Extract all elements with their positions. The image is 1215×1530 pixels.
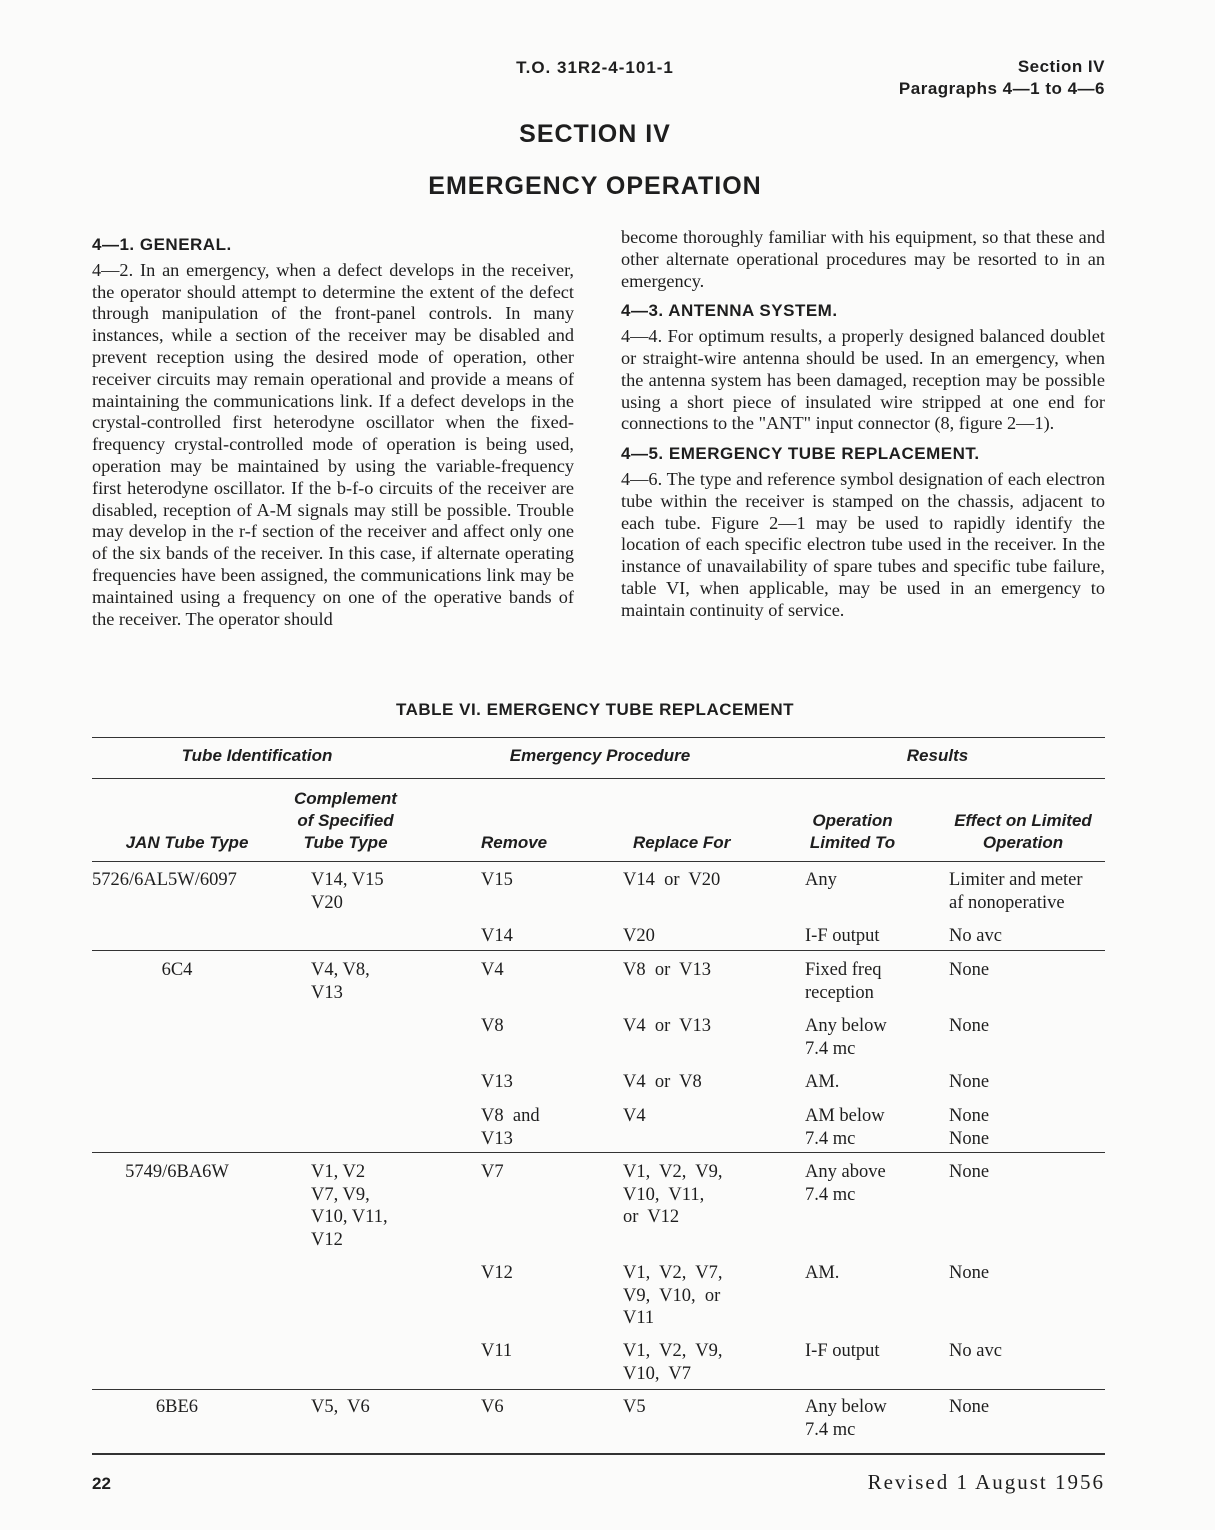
paragraph-4-6: 4—6. The type and reference symbol designation of each electron tube within the receiver is stamped on the chassis, adjacent to each tube. Figure 2—1 may be used to rapidly identify the location of each specific electron tube used in the receiver. In the instance of unavailability of spare tubes and specific tube failure, table VI, when applicable, may be used in an emergency to maintain continuity of service. [621, 468, 1105, 620]
header-emergency-procedure: Emergency Procedure [509, 746, 691, 765]
cell-complement: V1, V2 V7, V9, V10, V11, V12 [311, 1162, 388, 1250]
cell-replace-for: V4 or V13 [623, 1016, 712, 1036]
header-tube-identification: Tube Identification [181, 746, 333, 765]
paragraph-4-4: 4—4. For optimum results, a properly designed balanced doublet or straight-wire antenna should be used. In an emergency, when the antenna system has been damaged, reception may be possible using a short piece of insulated wire stripped at one end for connections to the "ANT" input connector (8, figure 2—1). [621, 326, 1105, 434]
section-subtitle: EMERGENCY OPERATION [428, 172, 762, 200]
col-jan-tube-type: JAN Tube Type [125, 833, 249, 852]
right-column [621, 227, 1105, 630]
cell-replace-for: V4 [623, 1106, 646, 1126]
cell-operation-limited-to: I-F output [805, 1341, 880, 1361]
cell-remove: V7 [481, 1162, 504, 1182]
cell-operation-limited-to: Any above 7.4 mc [805, 1162, 886, 1205]
cell-operation-limited-to: I-F output [805, 926, 880, 946]
cell-remove: V6 [481, 1397, 504, 1417]
table-rule [92, 737, 1105, 738]
cell-remove: V4 [481, 960, 504, 980]
cell-remove: V14 [481, 926, 513, 946]
cell-remove: V15 [481, 870, 513, 890]
cell-remove: V8 [481, 1016, 504, 1036]
cell-replace-for: V1, V2, V7, V9, V10, or V11 [623, 1263, 723, 1328]
cell-remove: V8 and V13 [481, 1106, 540, 1149]
cell-jan-tube-type: 6BE6 [155, 1397, 199, 1417]
cell-operation-limited-to: Fixed freq reception [805, 960, 882, 1003]
cell-operation-limited-to: AM below 7.4 mc [805, 1106, 885, 1149]
table-rule [92, 1453, 1105, 1455]
col-replace-for: Replace For [633, 833, 731, 852]
cell-complement: V5, V6 [311, 1397, 370, 1417]
table-rule [92, 1152, 1105, 1153]
cell-complement: V4, V8, V13 [311, 960, 370, 1003]
col-effect-on-limited-operation: Effect on Limited Operation [954, 811, 1092, 852]
cell-replace-for: V8 or V13 [623, 960, 712, 980]
cell-jan-tube-type: 6C4 [161, 960, 193, 980]
cell-operation-limited-to: Any below 7.4 mc [805, 1016, 887, 1059]
cell-effect: None [949, 1162, 990, 1182]
table-rule [92, 861, 1105, 862]
heading-antenna-system: 4—3. ANTENNA SYSTEM. [621, 301, 838, 321]
cell-replace-for: V14 or V20 [623, 870, 721, 890]
cell-operation-limited-to: AM. [805, 1263, 840, 1283]
header-results: Results [906, 746, 969, 765]
paragraph-4-2: 4—2. In an emergency, when a defect develops in the receiver, the operator should attempt to determine the extent of the defect through manipulation of the front-panel controls. In many instances, while a section of the receiver may be disabled and prevent reception using the desired mode of operation, other receiver circuits may remain operational and provide a means of maintaining the communications link. If a defect develops in the crystal-controlled first heterodyne oscillator when the fixed-frequency crystal-controlled mode of operation is being used, operation may be maintained by using the variable-frequency first heterodyne oscillator. If the b-f-o circuits of the receiver are disabled, reception of A-M signals may still be possible. Trouble may develop in the r-f section of the receiver and affect only one of the six bands of the receiver. In this case, if alternate operating frequencies have been assigned, the communications link may be maintained using a frequency on one of the operative bands of the receiver. The operator should [92, 259, 574, 629]
paragraphs-label: Paragraphs 4—1 to 4—6 [898, 79, 1105, 98]
section-label: Section IV [1017, 57, 1105, 76]
cell-operation-limited-to: Any [805, 870, 837, 890]
cell-effect: None [949, 960, 990, 980]
cell-replace-for: V5 [623, 1397, 646, 1417]
paragraph-continuation: become thoroughly familiar with his equipment, so that these and other alternate operational procedures may be resorted to in an emergency. [621, 227, 1105, 291]
table-rule [92, 950, 1105, 951]
cell-effect: None [949, 1016, 990, 1036]
cell-effect: None None [949, 1106, 990, 1149]
cell-effect: Limiter and meter af nonoperative [949, 870, 1083, 913]
cell-effect: No avc [949, 1341, 1002, 1361]
revision-date: Revised 1 August 1956 [867, 1470, 1105, 1494]
cell-jan-tube-type: 5726/6AL5W/6097 [92, 870, 237, 890]
table-rule [92, 778, 1105, 779]
cell-replace-for: V1, V2, V9, V10, V7 [623, 1341, 723, 1384]
cell-complement: V14, V15 V20 [311, 870, 384, 913]
table-title: TABLE VI. EMERGENCY TUBE REPLACEMENT [395, 700, 794, 719]
cell-effect: None [949, 1263, 990, 1283]
cell-remove: V13 [481, 1072, 513, 1092]
cell-effect: None [949, 1397, 990, 1417]
section-title: SECTION IV [519, 120, 671, 148]
heading-general: 4—1. GENERAL. [92, 235, 232, 254]
page-number: 22 [92, 1474, 111, 1493]
cell-replace-for: V20 [623, 926, 655, 946]
cell-effect: No avc [949, 926, 1002, 946]
col-operation-limited-to: Operation Limited To [809, 811, 896, 852]
cell-effect: None [949, 1072, 990, 1092]
cell-replace-for: V4 or V8 [623, 1072, 702, 1092]
cell-operation-limited-to: AM. [805, 1072, 840, 1092]
to-number: T.O. 31R2-4-101-1 [516, 58, 674, 77]
cell-jan-tube-type: 5749/6BA6W [125, 1162, 229, 1182]
left-column [92, 230, 574, 638]
col-complement: Complement of Specified Tube Type [294, 789, 397, 852]
section-reference [899, 56, 1105, 100]
cell-remove: V11 [481, 1341, 513, 1361]
cell-remove: V12 [481, 1263, 513, 1283]
heading-tube-replacement: 4—5. EMERGENCY TUBE REPLACEMENT. [621, 444, 980, 464]
table-rule [92, 1389, 1105, 1390]
col-remove: Remove [481, 833, 548, 852]
cell-replace-for: V1, V2, V9, V10, V11, or V12 [623, 1162, 723, 1227]
cell-operation-limited-to: Any below 7.4 mc [805, 1397, 887, 1440]
